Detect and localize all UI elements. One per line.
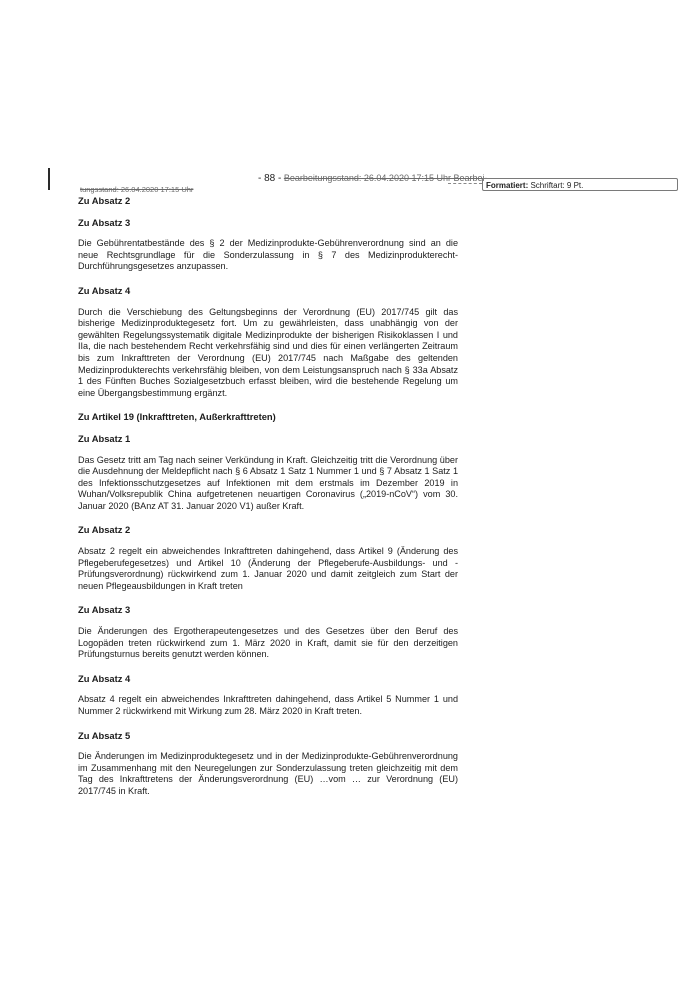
- section-heading: Zu Absatz 2: [78, 524, 131, 536]
- section-paragraph: Das Gesetz tritt am Tag nach seiner Verkündung in Kraft. Gleichzeitig tritt die Verordnung über die Ausdehnung der Meldepflicht nach § 6 Absatz 1 Satz 1 Nummer 1 und § 7 Absatz 1 Satz 1 des Infektionsschutzgesetzes auf Infektionen mit dem erstmals im Dezember 2019 in Wuhan/Volksrepublik China aufgetretenen neuartigen Coronavirus („2019-nCoV“) vom 30. Januar 2020 (BAnz AT 31. Januar 2020 V1) außer Kraft.: [78, 454, 458, 511]
- comment-connector: [448, 183, 482, 184]
- section-paragraph: Die Gebührentatbestände des § 2 der Medizinprodukte-Gebührenverordnung sind an die neue Rechtsgrundlage für die Sonderzulassung in § 7 des Medizinprodukterecht-Durchführungsgesetzes anzupassen.: [78, 238, 458, 272]
- section-paragraph: Absatz 4 regelt ein abweichendes Inkrafttreten dahingehend, dass Artikel 5 Nummer 1 und Nummer 2 rückwirkend mit Wirkung zum 28. März 2020 in Kraft treten.: [78, 694, 458, 716]
- format-comment-box[interactable]: [482, 178, 678, 191]
- section-heading: Zu Absatz 3: [78, 216, 131, 228]
- section-heading: Zu Absatz 4: [78, 284, 131, 296]
- section-paragraph: Die Änderungen des Ergotherapeutengesetzes und des Gesetzes über den Beruf des Logopäden treten rückwirkend zum 1. März 2020 in Kraft, damit sie für den derzeitigen Prüfungsturnus bereits genutzt werden können.: [78, 626, 458, 660]
- struck-status-text: Bearbeitungsstand: 26.04.2020 17:15 Uhr Bearbei-: [283, 173, 488, 183]
- section-heading: Zu Absatz 2: [78, 195, 131, 206]
- section-heading: Zu Absatz 5: [78, 729, 131, 741]
- section-paragraph: Absatz 2 regelt ein abweichendes Inkrafttreten dahingehend, dass Artikel 9 (Änderung des Pflegeberufegesetzes) und Artikel 10 (Änderung der Pflegeberufe-Ausbildungs- und -Prüfungsverordnung) rückwirkend zum 1. Januar 2020 und damit zeitgleich zum Start der neuen Pflegeausbildungen in Kraft treten: [78, 546, 458, 591]
- section-heading: Zu Absatz 4: [78, 672, 131, 684]
- section-heading: Zu Absatz 3: [78, 604, 131, 616]
- section-heading: Zu Absatz 1: [78, 432, 131, 444]
- section-paragraph: Durch die Verschiebung des Geltungsbeginns der Verordnung (EU) 2017/745 gilt das bisherige Medizinproduktegesetz fort. Um zu gewährleisten, dass unabhängig von der gewählten Regelungssystematik digitale Medizinprodukte der bisherigen Risikoklassen I und IIa, die nach bestehendem Recht verkehrsfähig sind und dies für einen verlängerten Zeitraum bis zum Inkrafttreten der Verordnung (EU) 2017/745 nach Maßgabe des geltenden Medizinprodukterechts verkehrsfähig bleiben, von dem Leistungsanspruch nach § 33a Absatz 1 des Fünften Buches Sozialgesetzbuch erfasst bleiben, wird die bestehende Regelung um eine Übergangsbestimmung ergänzt.: [78, 306, 458, 398]
- section-paragraph: Die Änderungen im Medizinproduktegesetz und in der Medizinprodukte-Gebührenverordnung im Zusammenhang mit den Neuregelungen zur Sonderzulassung treten gleichzeitig mit dem Tag des Inkrafttretens der Änderungsverordnung (EU) …vom … zur Verordnung (EU) 2017/745 in Kraft.: [78, 751, 458, 796]
- page-number: - 88 -: [258, 173, 282, 184]
- page-edge-mark: [48, 168, 50, 190]
- comment-label: Formatiert:: [486, 181, 529, 190]
- article-heading: Zu Artikel 19 (Inkrafttreten, Außerkrafttreten): [78, 411, 276, 423]
- comment-text: Schriftart: 9 Pt.: [530, 181, 584, 190]
- margin-stamp: tungsstand: 26.04.2020 17:15 Uhr: [80, 185, 194, 194]
- document-body: [78, 195, 458, 810]
